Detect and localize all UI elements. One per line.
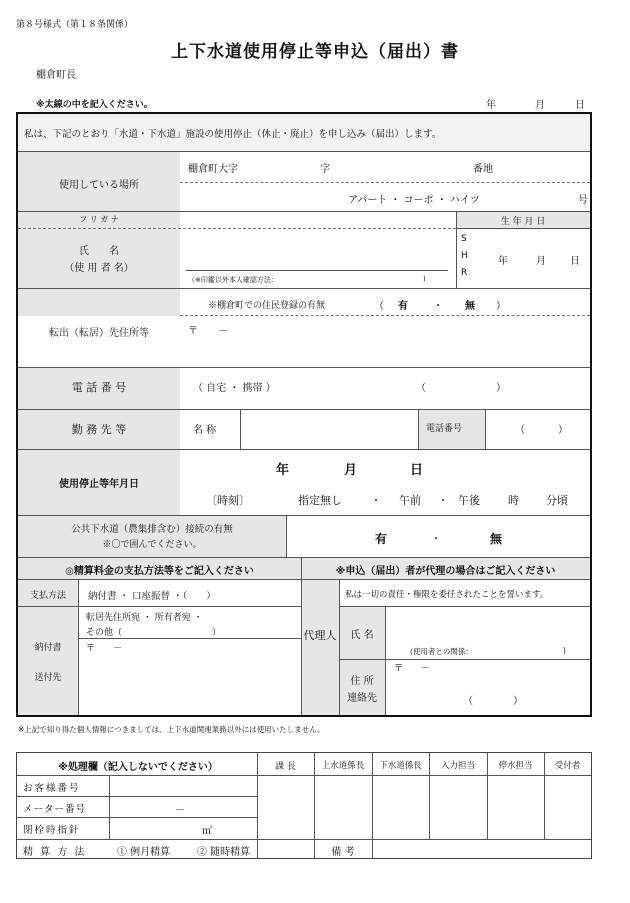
- agent-relation[interactable]: (使用者との関係：: [410, 647, 473, 656]
- sewer-note: ※〇で囲んでください。: [102, 540, 202, 550]
- phone-paren-close: ）: [496, 383, 506, 394]
- name-label: 氏 名: [79, 246, 119, 257]
- invoice-line-1[interactable]: 転居先住所宛 ・ 所有者宛 ・: [86, 613, 203, 623]
- id-check-close: ): [423, 275, 426, 283]
- invoice-postal[interactable]: 〒 －: [86, 644, 123, 654]
- col-shutoff: 停水担当: [498, 761, 533, 771]
- time-label: 〔時刻〕: [206, 494, 250, 507]
- date-month: 月: [535, 100, 545, 111]
- agent-contact-label: 連絡先: [347, 693, 377, 704]
- location-banchi[interactable]: 番地: [473, 164, 493, 175]
- location-apartment[interactable]: アパート ・ コーポ ・ ハイツ: [348, 195, 480, 206]
- location-town[interactable]: 棚倉町大字: [188, 164, 238, 175]
- agent-oath: 私は一切の責任・権限を委任されたことを誓います。: [345, 590, 549, 600]
- workplace-paren-open: （: [515, 425, 525, 436]
- agent-paren-close: ）: [513, 696, 523, 707]
- settlement-label: 精 算 方 法: [23, 847, 87, 858]
- row-customer-number: お客様番号: [23, 783, 81, 794]
- cubic-meter-unit: ㎥: [202, 826, 212, 837]
- agent-paren-open: （: [463, 696, 473, 707]
- settlement-immediate: ② 随時精算: [197, 847, 251, 858]
- registration-no[interactable]: 無: [465, 301, 475, 312]
- birth-day: 日: [570, 256, 580, 267]
- agent-name-label: 氏 名: [350, 630, 374, 641]
- sewer-yes[interactable]: 有: [375, 532, 388, 546]
- date-year: 年: [486, 100, 496, 111]
- user-name-label: （使 用 者 名）: [64, 263, 134, 274]
- registration-yes[interactable]: 有: [398, 301, 408, 312]
- remarks-label: 備 考: [331, 847, 355, 858]
- birth-year: 年: [498, 256, 508, 267]
- birth-month: 月: [536, 256, 546, 267]
- paren-close: ）: [496, 301, 506, 312]
- time-dot-2: ・: [438, 496, 448, 507]
- col-water-chief: 上水道係長: [321, 761, 365, 771]
- phone-type[interactable]: （ 自宅 ・ 携帯 ）: [193, 383, 276, 394]
- addressee: 棚倉町長: [36, 70, 76, 81]
- sewer-no[interactable]: 無: [490, 532, 503, 546]
- agent-side-label: 代理人: [303, 629, 337, 642]
- row-closing-reading: 閉栓時指針: [23, 825, 81, 836]
- office-use-table: [16, 752, 592, 859]
- phone-paren-open: （: [416, 383, 426, 394]
- workplace-paren-close: ）: [558, 425, 568, 436]
- era-s[interactable]: S: [461, 234, 467, 244]
- sewer-label: 公共下水道（農集排含む）接続の有無: [71, 524, 233, 535]
- payment-header: ◎精算料金の支払方法等をご記入ください: [65, 566, 254, 577]
- workplace-name-label: 名 称: [193, 425, 217, 436]
- stop-day[interactable]: 日: [410, 463, 424, 478]
- agent-address-label: 住 所: [350, 676, 374, 687]
- paren-open: （: [374, 301, 384, 312]
- time-none[interactable]: 指定無し: [298, 494, 342, 507]
- col-sewer-chief: 下水道係長: [379, 761, 422, 771]
- office-header: ※処理欄（記入しないでください）: [58, 762, 218, 773]
- time-hour: 時: [508, 494, 519, 507]
- privacy-note: ※上記で知り得た個人情報につきましては、上下水道関連業務以外には使用いたしません。: [18, 725, 325, 734]
- intro-text: 私は、下記のとおり「水道・下水道」施設の使用停止（休止・廃止）を申し込み（届出）します。: [24, 129, 442, 140]
- invoice-label: 納付書: [34, 643, 62, 653]
- col-receiver: 受付者: [554, 761, 581, 771]
- moving-address-label: 転出（転居）先住所等: [49, 328, 149, 339]
- meter-dash: －: [175, 805, 185, 816]
- era-h[interactable]: H: [461, 251, 468, 261]
- dot-separator: ・: [433, 301, 443, 312]
- instruction: ※太線の中を記入ください。: [36, 100, 153, 110]
- time-pm[interactable]: 午後: [458, 494, 480, 507]
- col-input: 入力担当: [440, 761, 475, 771]
- location-room[interactable]: 号: [578, 195, 588, 206]
- era-r[interactable]: R: [461, 268, 468, 278]
- moving-postal[interactable]: 〒 －: [188, 326, 228, 337]
- agent-postal[interactable]: 〒 －: [394, 664, 431, 674]
- invoice-line-2[interactable]: その他（ ）: [86, 628, 222, 638]
- payment-method-label: 支払方法: [29, 591, 66, 601]
- phone-label: 電 話 番 号: [71, 381, 127, 394]
- col-section-chief: 課 長: [275, 762, 296, 772]
- resident-registration-note: ※棚倉町での住民登録の有無: [208, 301, 326, 311]
- time-minute: 分頃: [546, 494, 568, 507]
- location-label: 使用している場所: [59, 180, 139, 191]
- page-title: 上下水道使用停止等申込（届出）書: [171, 42, 459, 62]
- agent-header: ※申込（届出）者が代理の場合はご記入ください: [335, 566, 556, 577]
- furigana-label: フ リ ガ ナ: [79, 215, 119, 224]
- time-dot-1: ・: [371, 496, 381, 507]
- stop-month[interactable]: 月: [344, 463, 358, 478]
- row-meter-number: メーター番号: [23, 804, 87, 815]
- form-number: 第８号様式（第１８条関係）: [16, 20, 134, 30]
- stop-date-label: 使用停止等年月日: [59, 479, 139, 490]
- date-day: 日: [575, 100, 585, 111]
- sewer-dot: ・: [431, 534, 441, 545]
- invoice-destination-label: 送付先: [34, 673, 62, 683]
- id-check-note[interactable]: （※印鑑以外本人確認方法：: [188, 276, 278, 284]
- location-aza[interactable]: 字: [320, 164, 330, 175]
- workplace-label: 勤 務 先 等: [71, 423, 127, 436]
- time-am[interactable]: 午前: [399, 494, 421, 507]
- stop-year[interactable]: 年: [276, 463, 290, 478]
- application-form: [16, 112, 592, 717]
- workplace-phone-label: 電話番号: [426, 424, 463, 434]
- settlement-monthly: ① 例月精算: [117, 847, 171, 858]
- birthdate-label: 生 年 月 日: [500, 217, 546, 227]
- payment-method-values[interactable]: 納付書 ・ 口座振替 ・（ ）: [88, 591, 216, 602]
- agent-relation-close: ): [563, 646, 566, 655]
